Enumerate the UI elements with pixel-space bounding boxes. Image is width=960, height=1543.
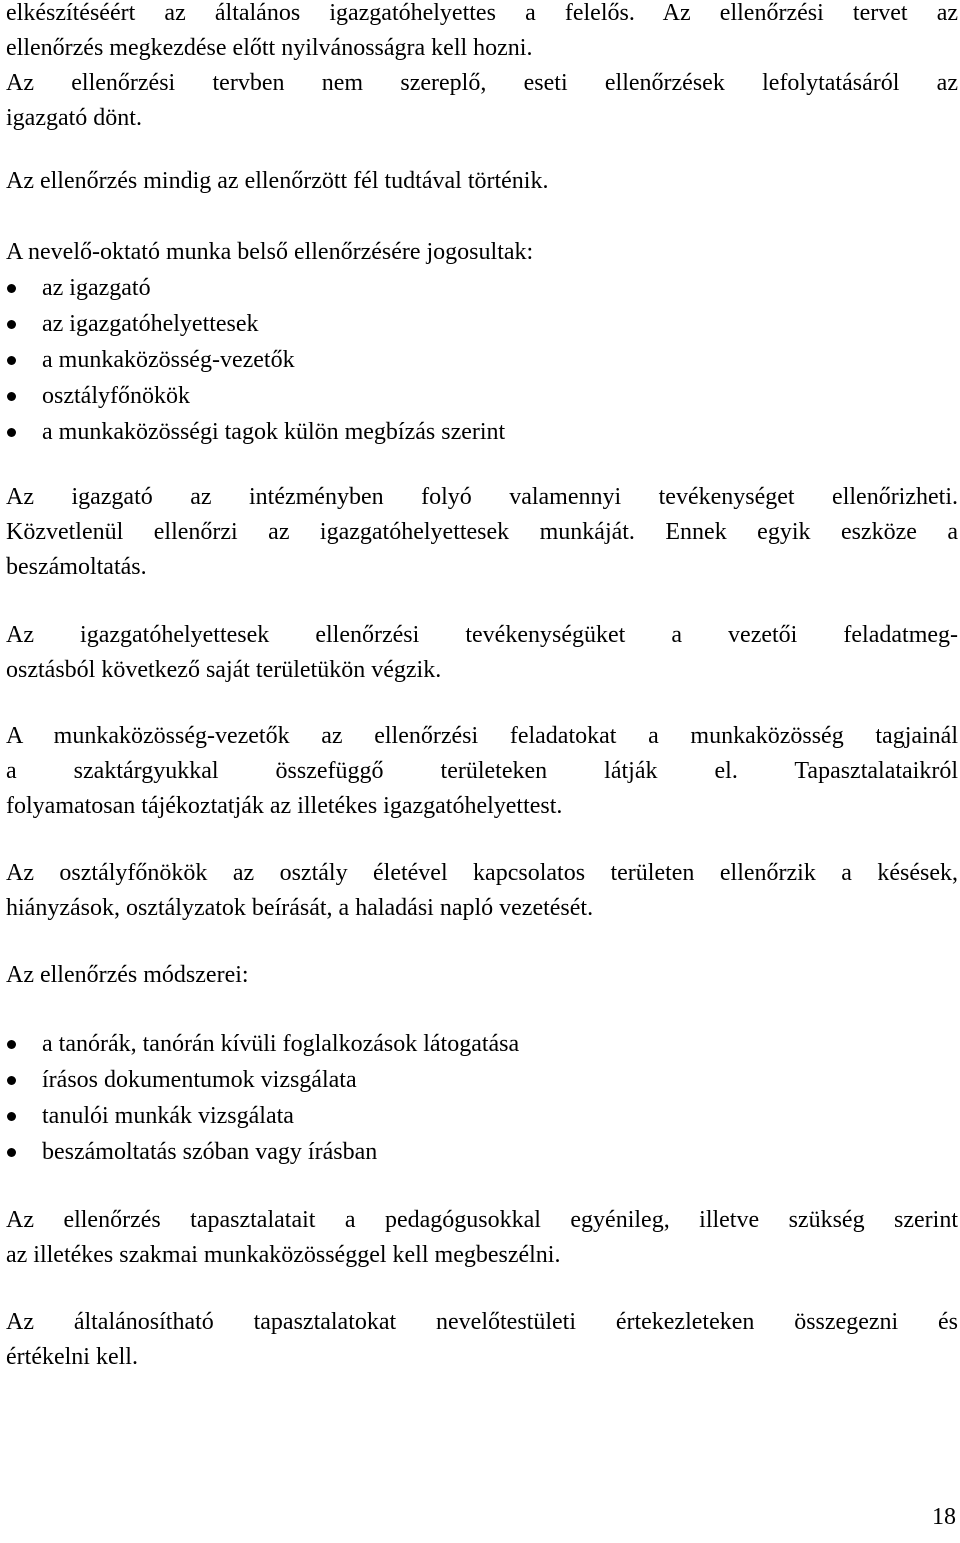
bullet-icon bbox=[7, 1040, 16, 1049]
authorized-list bbox=[6, 270, 958, 450]
bullet-icon bbox=[7, 356, 16, 365]
bullet-icon bbox=[7, 428, 16, 437]
deputies-line-1: Az igazgatóhelyettesek ellenőrzési tevékenységüket a vezetői feladatmeg- bbox=[6, 622, 958, 648]
list-item: a munkaközösségi tagok külön megbízás szerint bbox=[6, 414, 958, 450]
list-item: írásos dokumentumok vizsgálata bbox=[6, 1062, 958, 1098]
team-leaders-paragraph bbox=[6, 719, 958, 824]
bullet-icon bbox=[7, 1148, 16, 1157]
list-item: az igazgatóhelyettesek bbox=[6, 306, 958, 342]
bullet-icon bbox=[7, 1076, 16, 1085]
class-teachers-paragraph bbox=[6, 856, 958, 926]
experiences-paragraph bbox=[6, 1203, 958, 1273]
methods-list bbox=[6, 1026, 958, 1170]
list-item: tanulói munkák vizsgálata bbox=[6, 1098, 958, 1134]
list-item: beszámoltatás szóban vagy írásban bbox=[6, 1134, 958, 1170]
bullet-icon bbox=[7, 392, 16, 401]
director-line-2: Közvetlenül ellenőrzi az igazgatóhelyettesek munkáját. Ennek egyik eszköze a bbox=[6, 519, 958, 545]
notice-paragraph bbox=[6, 164, 958, 199]
team-leaders-line-1: A munkaközösség-vezetők az ellenőrzési feladatokat a munkaközösség tagjainál bbox=[6, 723, 958, 749]
bullet-icon bbox=[7, 1112, 16, 1121]
director-line-3: beszámoltatás. bbox=[6, 554, 147, 580]
director-line-1: Az igazgató az intézményben folyó valamennyi tevékenységet ellenőrizheti. bbox=[6, 484, 958, 510]
team-leaders-line-2: a szaktárgyukkal összefüggő területeken látják el. Tapasztalataikról bbox=[6, 758, 958, 784]
list-item: a tanórák, tanórán kívüli foglalkozások látogatása bbox=[6, 1026, 958, 1062]
director-paragraph bbox=[6, 480, 958, 585]
deputies-paragraph bbox=[6, 618, 958, 688]
list-item: osztályfőnökök bbox=[6, 378, 958, 414]
bullet-icon bbox=[7, 320, 16, 329]
experiences-line-2: az illetékes szakmai munkaközösséggel kell megbeszélni. bbox=[6, 1242, 561, 1268]
notice-text: Az ellenőrzés mindig az ellenőrzött fél tudtával történik. bbox=[6, 168, 549, 194]
methods-section bbox=[6, 958, 958, 1170]
methods-heading: Az ellenőrzés módszerei: bbox=[6, 962, 249, 988]
intro-line-1: elkészítéséért az általános igazgatóhelyettes a felelős. Az ellenőrzési tervet az bbox=[6, 0, 958, 26]
authorized-section bbox=[6, 235, 958, 450]
class-teachers-line-2: hiányzások, osztályzatok beírását, a haladási napló vezetését. bbox=[6, 895, 594, 921]
intro-line-4: igazgató dönt. bbox=[6, 105, 142, 131]
deputies-line-2: osztásból következő saját területükön végzik. bbox=[6, 657, 442, 683]
page-number: 18 bbox=[932, 1504, 956, 1530]
team-leaders-line-3: folyamatosan tájékoztatják az illetékes igazgatóhelyettest. bbox=[6, 793, 563, 819]
authorized-heading: A nevelő-oktató munka belső ellenőrzésére jogosultak: bbox=[6, 239, 534, 265]
experiences-line-1: Az ellenőrzés tapasztalatait a pedagógusokkal egyénileg, illetve szükség szerint bbox=[6, 1207, 958, 1233]
bullet-icon bbox=[7, 284, 16, 293]
general-line-1: Az általánosítható tapasztalatokat nevelőtestületi értekezleteken összegezni és bbox=[6, 1309, 958, 1335]
intro-paragraph bbox=[6, 0, 958, 136]
class-teachers-line-1: Az osztályfőnökök az osztály életével kapcsolatos területen ellenőrzik a késések, bbox=[6, 860, 958, 886]
intro-line-2: ellenőrzés megkezdése előtt nyilvánosságra kell hozni. bbox=[6, 35, 533, 61]
intro-line-3: Az ellenőrzési tervben nem szereplő, eseti ellenőrzések lefolytatásáról az bbox=[6, 70, 958, 96]
list-item: az igazgató bbox=[6, 270, 958, 306]
general-line-2: értékelni kell. bbox=[6, 1344, 138, 1370]
list-item: a munkaközösség-vezetők bbox=[6, 342, 958, 378]
general-paragraph bbox=[6, 1305, 958, 1375]
